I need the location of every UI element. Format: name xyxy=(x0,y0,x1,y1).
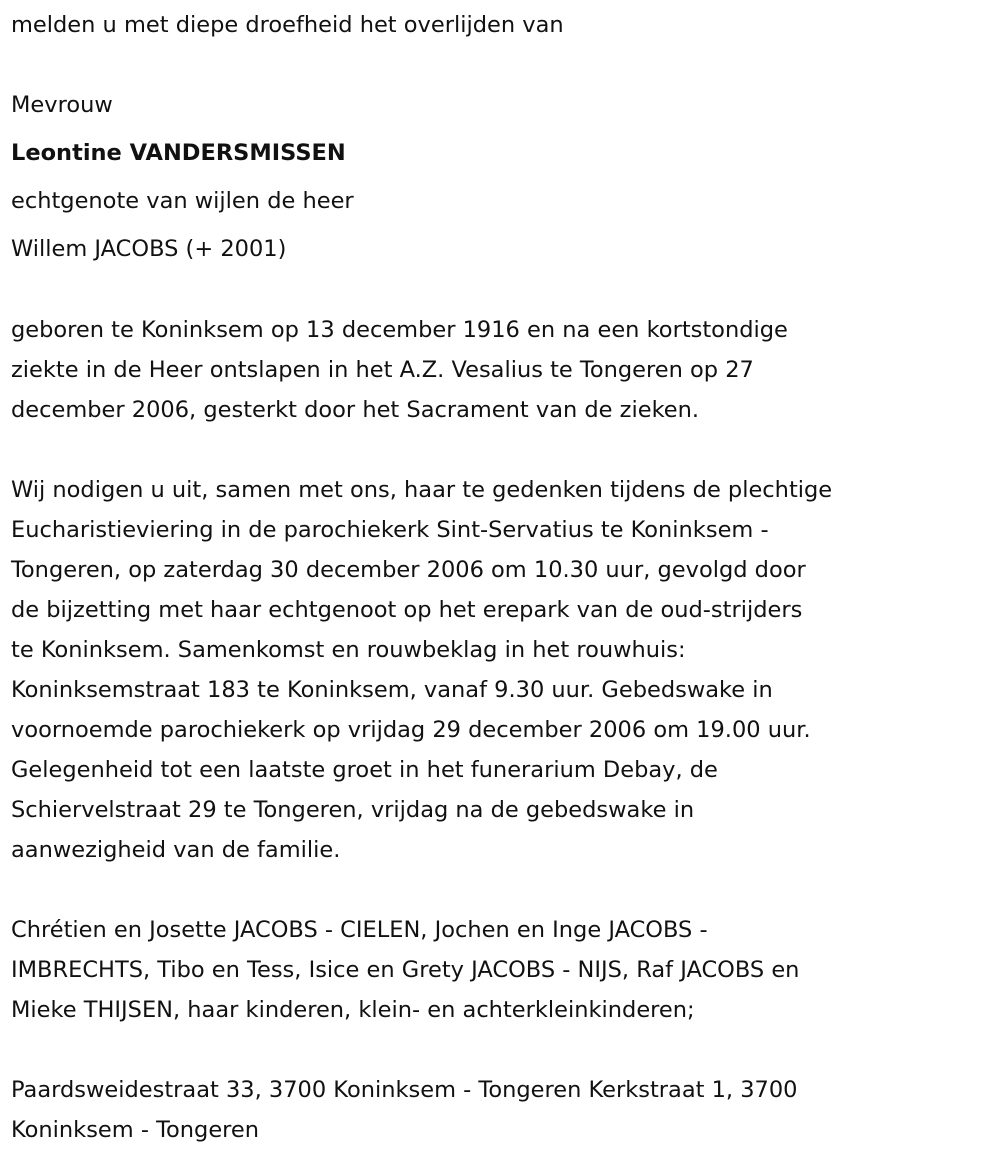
text-line: aanwezigheid van de familie. xyxy=(11,837,341,863)
text-line: voornoemde parochiekerk op vrijdag 29 december 2006 om 19.00 uur. xyxy=(11,717,811,743)
text-line: IMBRECHTS, Tibo en Tess, Isice en Grety JACOBS - NIJS, Raf JACOBS en xyxy=(11,957,800,983)
deceased-name: Leontine VANDERSMISSEN xyxy=(11,140,346,166)
family-paragraph xyxy=(11,910,799,1030)
text-line: ziekte in de Heer ontslapen in het A.Z. Vesalius te Tongeren op 27 xyxy=(11,357,754,383)
text-line: Schiervelstraat 29 te Tongeren, vrijdag na de gebedswake in xyxy=(11,797,695,823)
text-line: december 2006, gesterkt door het Sacrament van de zieken. xyxy=(11,397,700,423)
relation-text: echtgenote van wijlen de heer xyxy=(11,188,354,214)
text-line: Eucharistieviering in de parochiekerk Sint-Servatius te Koninksem - xyxy=(11,517,769,543)
text-line: de bijzetting met haar echtgenoot op het erepark van de oud-strijders xyxy=(11,597,803,623)
birth-death-paragraph xyxy=(11,310,788,430)
intro-text xyxy=(11,5,564,45)
text-line: Tongeren, op zaterdag 30 december 2006 om 10.30 uur, gevolgd door xyxy=(11,557,806,583)
text-line: Koninksemstraat 183 te Koninksem, vanaf 9.30 uur. Gebedswake in xyxy=(11,677,773,703)
text-line: Mieke THIJSEN, haar kinderen, klein- en achterkleinkinderen; xyxy=(11,997,695,1023)
text-line: Gelegenheid tot een laatste groet in het funerarium Debay, de xyxy=(11,757,718,783)
text-line: geboren te Koninksem op 13 december 1916 en na een kortstondige xyxy=(11,317,788,343)
text-line: Koninksem - Tongeren xyxy=(11,1117,260,1143)
spouse-name: Willem JACOBS (+ 2001) xyxy=(11,236,287,262)
intro-line: melden u met diepe droefheid het overlijden van xyxy=(11,12,564,38)
salutation: Mevrouw xyxy=(11,92,113,118)
text-line: Wij nodigen u uit, samen met ons, haar te gedenken tijdens de plechtige xyxy=(11,477,833,503)
ceremony-paragraph xyxy=(11,470,832,870)
text-line: te Koninksem. Samenkomst en rouwbeklag in het rouwhuis: xyxy=(11,637,686,663)
text-line: Chrétien en Josette JACOBS - CIELEN, Jochen en Inge JACOBS - xyxy=(11,917,708,943)
address-paragraph xyxy=(11,1070,797,1150)
deceased-header xyxy=(11,81,354,273)
text-line: Paardsweidestraat 33, 3700 Koninksem - Tongeren Kerkstraat 1, 3700 xyxy=(11,1077,798,1103)
